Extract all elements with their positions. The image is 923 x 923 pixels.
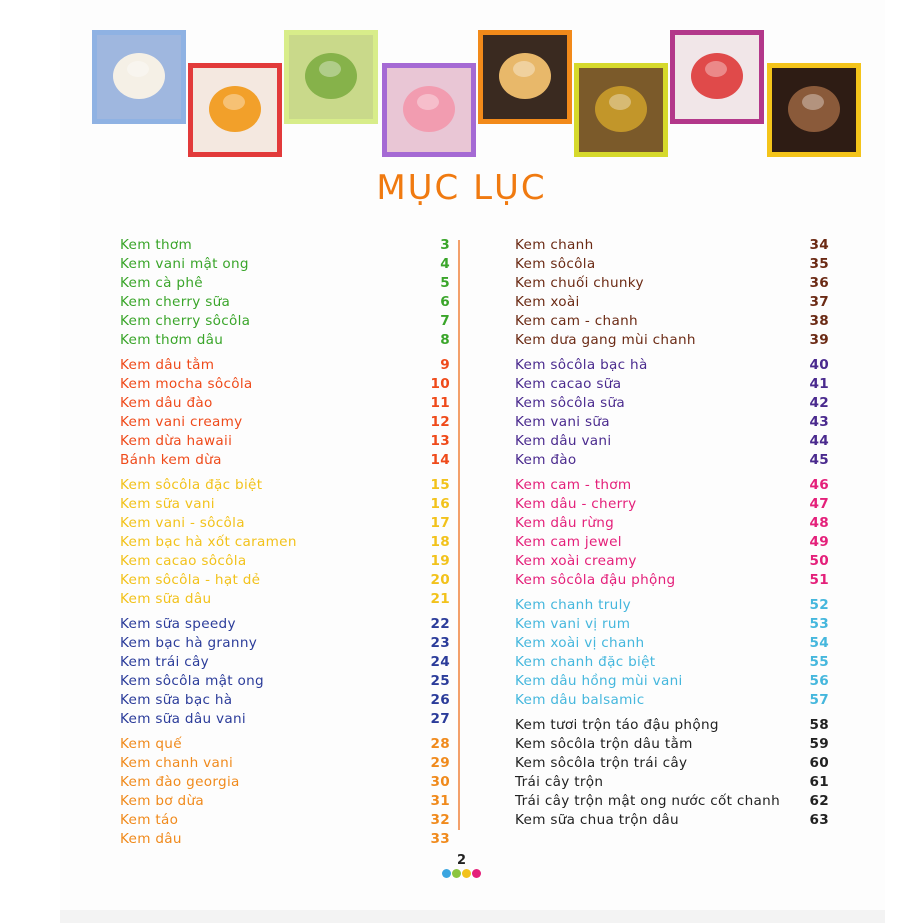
toc-entry-title: Kem dâu tằm	[120, 357, 215, 373]
toc-entry[interactable]	[515, 274, 829, 293]
toc-entry[interactable]	[515, 394, 829, 413]
toc-entry-page: 34	[809, 237, 829, 253]
toc-entry-page: 28	[430, 736, 450, 752]
toc-entry-page: 7	[440, 313, 450, 329]
toc-entry[interactable]	[120, 312, 450, 331]
toc-entry[interactable]	[120, 533, 450, 552]
toc-entry-title: Kem vani creamy	[120, 414, 243, 430]
toc-entry-page: 31	[430, 793, 450, 809]
toc-group	[515, 716, 829, 830]
photo-banana-split	[478, 30, 572, 124]
toc-entry[interactable]	[120, 653, 450, 672]
photo-pink-octopus-ice-cream	[382, 63, 476, 157]
decorative-dot	[442, 869, 451, 878]
toc-entry-title: Kem sữa vani	[120, 496, 215, 512]
toc-group	[515, 596, 829, 710]
toc-entry[interactable]	[120, 236, 450, 255]
food-highlight	[513, 61, 535, 77]
toc-entry[interactable]	[515, 672, 829, 691]
toc-entry-page: 45	[809, 452, 829, 468]
food-highlight	[223, 94, 245, 110]
toc-entry[interactable]	[515, 571, 829, 590]
toc-entry[interactable]	[120, 394, 450, 413]
toc-entry-title: Kem cam jewel	[515, 534, 622, 550]
toc-entry-title: Kem chanh	[515, 237, 594, 253]
toc-entry-page: 53	[809, 616, 829, 632]
toc-entry[interactable]	[515, 413, 829, 432]
toc-entry-title: Kem sữa chua trộn dâu	[515, 812, 679, 828]
footer-dots	[0, 869, 923, 878]
toc-entry-title: Kem chanh truly	[515, 597, 631, 613]
toc-entry-page: 27	[430, 711, 450, 727]
toc-entry-title: Kem chanh đặc biệt	[515, 654, 656, 670]
toc-entry-title: Kem vani vị rum	[515, 616, 631, 632]
toc-entry[interactable]	[515, 596, 829, 615]
toc-entry[interactable]	[515, 653, 829, 672]
food-highlight	[319, 61, 341, 77]
toc-group	[120, 236, 450, 350]
toc-entry-page: 23	[430, 635, 450, 651]
toc-entry[interactable]	[120, 274, 450, 293]
toc-entry-title: Kem quế	[120, 736, 182, 752]
toc-entry-page: 6	[440, 294, 450, 310]
toc-group	[515, 356, 829, 470]
toc-entry[interactable]	[515, 634, 829, 653]
toc-entry-page: 49	[809, 534, 829, 550]
toc-entry[interactable]	[120, 773, 450, 792]
toc-entry-title: Kem sôcôla - hạt dẻ	[120, 572, 261, 588]
photo-fruit-parfait	[574, 63, 668, 157]
toc-entry-page: 58	[809, 717, 829, 733]
toc-entry[interactable]	[515, 792, 829, 811]
photo-vanilla-ice-cream	[92, 30, 186, 124]
toc-entry[interactable]	[515, 735, 829, 754]
toc-entry-page: 18	[430, 534, 450, 550]
toc-entry-title: Kem cherry sữa	[120, 294, 231, 310]
toc-entry-title: Bánh kem dừa	[120, 452, 222, 468]
toc-entry-page: 36	[809, 275, 829, 291]
toc-entry-title: Kem sữa speedy	[120, 616, 236, 632]
toc-entry[interactable]	[120, 571, 450, 590]
photo-strip	[0, 0, 923, 165]
toc-entry[interactable]	[120, 432, 450, 451]
toc-entry-title: Kem xoài creamy	[515, 553, 637, 569]
toc-entry-title: Kem cam - thơm	[515, 477, 632, 493]
page-number: 2	[456, 853, 467, 868]
decorative-dot	[452, 869, 461, 878]
toc-entry-title: Kem dừa hawaii	[120, 433, 233, 449]
toc-right-column	[515, 236, 829, 836]
toc-entry-title: Kem xoài vị chanh	[515, 635, 645, 651]
toc-group	[120, 615, 450, 729]
toc-entry[interactable]	[515, 552, 829, 571]
toc-entry-title: Kem sôcôla mật ong	[120, 673, 264, 689]
toc-entry-title: Kem đào georgia	[120, 774, 240, 790]
toc-entry-title: Kem dâu balsamic	[515, 692, 645, 708]
toc-entry-title: Kem dâu vani	[515, 433, 612, 449]
toc-entry-page: 41	[809, 376, 829, 392]
food-highlight	[417, 94, 439, 110]
toc-entry[interactable]	[515, 451, 829, 470]
toc-entry-title: Kem cam - chanh	[515, 313, 638, 329]
page-edge	[60, 910, 885, 923]
toc-entry-page: 61	[809, 774, 829, 790]
toc-entry[interactable]	[515, 495, 829, 514]
toc-entry-title: Kem táo	[120, 812, 179, 828]
decorative-dot	[472, 869, 481, 878]
food-highlight	[705, 61, 727, 77]
toc-entry[interactable]	[515, 312, 829, 331]
toc-entry-page: 47	[809, 496, 829, 512]
toc-entry[interactable]	[120, 356, 450, 375]
food-highlight	[802, 94, 824, 110]
toc-entry-page: 39	[809, 332, 829, 348]
toc-entry-title: Kem vani - sôcôla	[120, 515, 245, 531]
toc-entry-page: 20	[430, 572, 450, 588]
toc-entry[interactable]	[515, 716, 829, 735]
toc-entry-page: 3	[440, 237, 450, 253]
toc-entry-title: Kem sôcôla sữa	[515, 395, 626, 411]
toc-group	[515, 476, 829, 590]
toc-left-column	[120, 236, 450, 855]
toc-entry[interactable]	[120, 495, 450, 514]
toc-entry[interactable]	[120, 331, 450, 350]
toc-entry-page: 46	[809, 477, 829, 493]
toc-entry[interactable]	[120, 634, 450, 653]
toc-entry[interactable]	[120, 672, 450, 691]
toc-entry-title: Kem dưa gang mùi chanh	[515, 332, 696, 348]
toc-entry-title: Kem chuối chunky	[515, 275, 644, 291]
toc-entry-page: 59	[809, 736, 829, 752]
toc-entry-title: Kem bạc hà granny	[120, 635, 258, 651]
toc-entry[interactable]	[120, 735, 450, 754]
toc-entry-page: 5	[440, 275, 450, 291]
toc-entry-title: Kem vani sữa	[515, 414, 610, 430]
toc-entry-title: Trái cây trộn	[515, 774, 604, 790]
toc-entry-page: 44	[809, 433, 829, 449]
toc-entry-page: 14	[430, 452, 450, 468]
toc-entry-title: Kem dâu đào	[120, 395, 213, 411]
toc-entry-title: Kem sôcôla bạc hà	[515, 357, 648, 373]
toc-entry-title: Kem vani mật ong	[120, 256, 249, 272]
toc-entry[interactable]	[515, 255, 829, 274]
toc-entry-title: Kem dâu rừng	[515, 515, 615, 531]
toc-entry-page: 10	[430, 376, 450, 392]
toc-entry-page: 29	[430, 755, 450, 771]
toc-entry[interactable]	[120, 476, 450, 495]
toc-entry-page: 40	[809, 357, 829, 373]
toc-entry-title: Kem bơ dừa	[120, 793, 205, 809]
toc-entry-page: 12	[430, 414, 450, 430]
toc-entry-title: Kem chanh vani	[120, 755, 234, 771]
toc-entry[interactable]	[120, 811, 450, 830]
toc-entry[interactable]	[120, 413, 450, 432]
toc-entry-title: Kem cacao sôcôla	[120, 553, 247, 569]
toc-entry[interactable]	[120, 255, 450, 274]
photo-green-tea-ice-cream	[284, 30, 378, 124]
decorative-dot	[462, 869, 471, 878]
toc-entry[interactable]	[515, 476, 829, 495]
toc-entry[interactable]	[515, 375, 829, 394]
toc-entry-title: Kem cacao sữa	[515, 376, 622, 392]
toc-entry[interactable]	[515, 691, 829, 710]
toc-entry-title: Kem cà phê	[120, 275, 203, 291]
toc-group	[120, 735, 450, 849]
toc-entry-page: 17	[430, 515, 450, 531]
toc-entry[interactable]	[120, 691, 450, 710]
toc-entry-title: Kem sôcôla	[515, 256, 596, 272]
toc-entry-title: Kem mocha sôcôla	[120, 376, 253, 392]
photo-chocolate-sundae	[767, 63, 861, 157]
toc-entry-title: Kem bạc hà xốt caramen	[120, 534, 297, 550]
toc-entry-title: Kem thơm	[120, 237, 193, 253]
toc-entry[interactable]	[515, 432, 829, 451]
toc-entry-page: 16	[430, 496, 450, 512]
page-title: MỤC LỤC	[376, 168, 547, 208]
toc-group	[120, 476, 450, 609]
toc-entry[interactable]	[515, 533, 829, 552]
toc-entry-title: Kem sữa bạc hà	[120, 692, 233, 708]
toc-entry[interactable]	[120, 451, 450, 470]
toc-entry-page: 54	[809, 635, 829, 651]
toc-entry-page: 33	[430, 831, 450, 847]
toc-entry[interactable]	[515, 293, 829, 312]
toc-entry-title: Kem thơm dâu	[120, 332, 224, 348]
toc-entry[interactable]	[120, 792, 450, 811]
toc-entry[interactable]	[120, 590, 450, 609]
toc-entry[interactable]	[515, 356, 829, 375]
toc-entry[interactable]	[120, 293, 450, 312]
toc-entry-page: 63	[809, 812, 829, 828]
toc-entry-title: Kem cherry sôcôla	[120, 313, 251, 329]
toc-entry-page: 22	[430, 616, 450, 632]
toc-entry-title: Kem đào	[515, 452, 577, 468]
toc-entry-page: 48	[809, 515, 829, 531]
food-highlight	[609, 94, 631, 110]
toc-entry-title: Kem dâu - cherry	[515, 496, 637, 512]
toc-entry-title: Kem sôcôla đặc biệt	[120, 477, 263, 493]
toc-entry-page: 50	[809, 553, 829, 569]
toc-entry-page: 21	[430, 591, 450, 607]
toc-entry-title: Kem sôcôla trộn dâu tằm	[515, 736, 693, 752]
toc-entry-title: Kem sôcôla trộn trái cây	[515, 755, 688, 771]
toc-entry[interactable]	[120, 375, 450, 394]
toc-entry[interactable]	[515, 236, 829, 255]
toc-entry[interactable]	[120, 514, 450, 533]
food-highlight	[127, 61, 149, 77]
column-divider	[458, 240, 460, 830]
toc-entry-title: Kem xoài	[515, 294, 580, 310]
toc-entry-title: Kem dâu hồng mùi vani	[515, 673, 683, 689]
toc-entry-title: Kem sữa dâu	[120, 591, 212, 607]
photo-orange-sorbet	[188, 63, 282, 157]
toc-entry-page: 8	[440, 332, 450, 348]
toc-entry[interactable]	[120, 830, 450, 849]
toc-entry[interactable]	[515, 615, 829, 634]
toc-entry-page: 35	[809, 256, 829, 272]
toc-entry[interactable]	[515, 331, 829, 350]
toc-entry-page: 56	[809, 673, 829, 689]
toc-entry-page: 52	[809, 597, 829, 613]
toc-entry-page: 30	[430, 774, 450, 790]
toc-entry[interactable]	[515, 754, 829, 773]
toc-group	[515, 236, 829, 350]
toc-entry-page: 13	[430, 433, 450, 449]
toc-entry-page: 26	[430, 692, 450, 708]
toc-entry-title: Trái cây trộn mật ong nước cốt chanh	[515, 793, 781, 809]
toc-entry-page: 11	[430, 395, 450, 411]
toc-entry-page: 60	[809, 755, 829, 771]
toc-entry-page: 4	[440, 256, 450, 272]
page-number-footer	[0, 853, 923, 878]
toc-entry-page: 15	[430, 477, 450, 493]
toc-entry-page: 62	[809, 793, 829, 809]
toc-entry-page: 42	[809, 395, 829, 411]
photo-strawberry-dessert	[670, 30, 764, 124]
toc-entry-page: 55	[809, 654, 829, 670]
toc-entry[interactable]	[515, 811, 829, 830]
toc-entry[interactable]	[120, 710, 450, 729]
toc-entry-title: Kem tươi trộn táo đậu phộng	[515, 717, 719, 733]
toc-entry-page: 57	[809, 692, 829, 708]
toc-entry-page: 43	[809, 414, 829, 430]
toc-entry-title: Kem sữa dâu vani	[120, 711, 246, 727]
toc-entry[interactable]	[120, 552, 450, 571]
toc-entry-page: 38	[809, 313, 829, 329]
toc-entry[interactable]	[515, 773, 829, 792]
toc-entry-page: 25	[430, 673, 450, 689]
toc-entry-page: 37	[809, 294, 829, 310]
toc-entry-page: 19	[430, 553, 450, 569]
toc-entry-page: 24	[430, 654, 450, 670]
toc-entry-page: 32	[430, 812, 450, 828]
toc-entry-title: Kem dâu	[120, 831, 182, 847]
toc-entry[interactable]	[120, 615, 450, 634]
toc-entry-page: 9	[440, 357, 450, 373]
toc-entry-title: Kem trái cây	[120, 654, 209, 670]
toc-entry[interactable]	[120, 754, 450, 773]
toc-entry-title: Kem sôcôla đậu phộng	[515, 572, 676, 588]
toc-entry-page: 51	[809, 572, 829, 588]
toc-group	[120, 356, 450, 470]
toc-entry[interactable]	[515, 514, 829, 533]
